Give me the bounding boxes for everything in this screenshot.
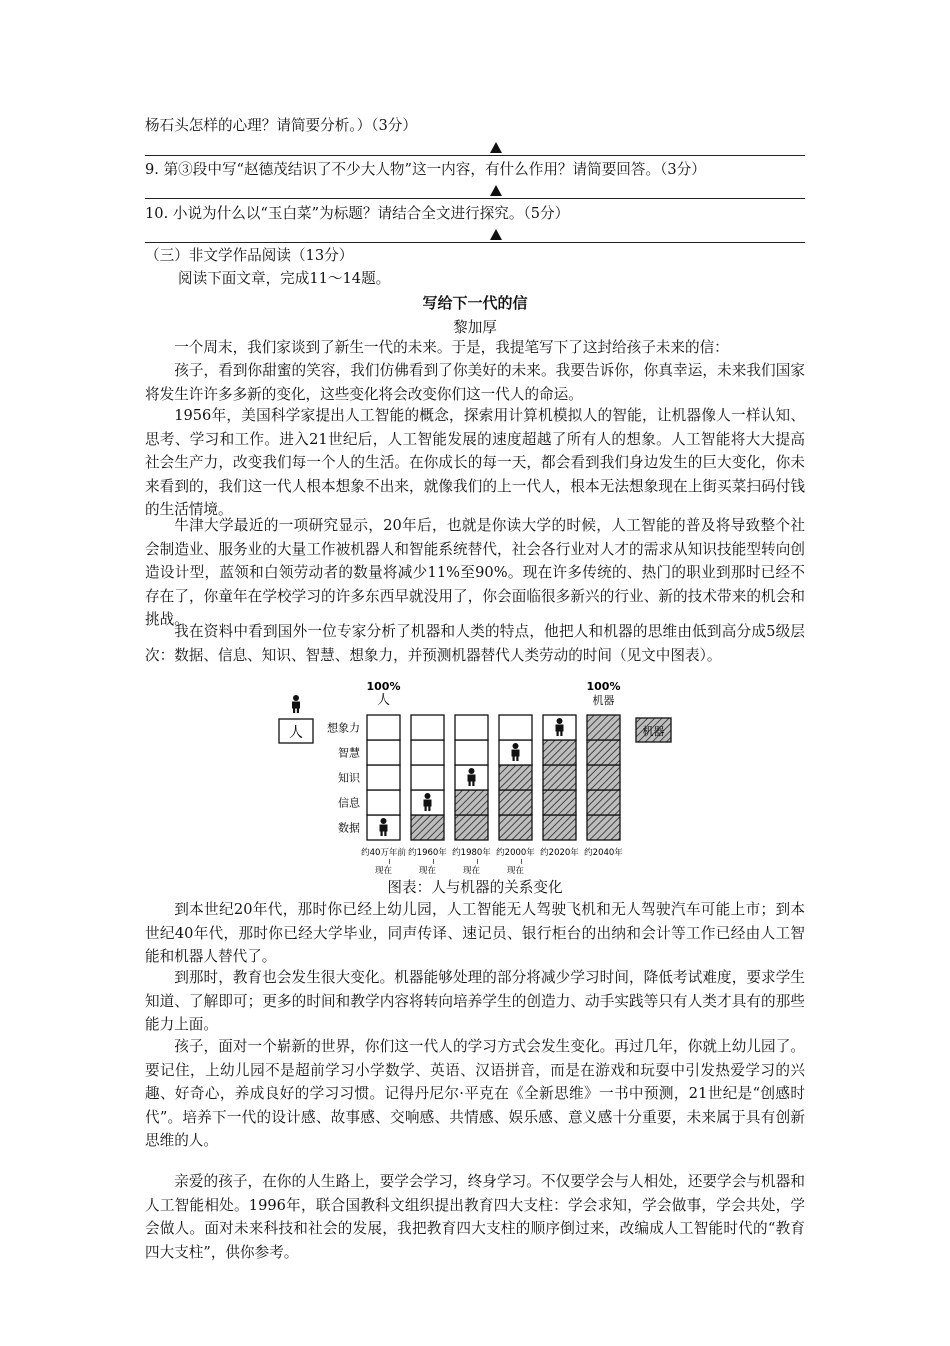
- machine-cell: [499, 815, 532, 840]
- article-author: 黎加厚: [453, 319, 497, 336]
- machine-cell: [587, 740, 620, 765]
- question-9: 9. 第③段中写“赵德茂结识了不少大人物”这一内容，有什么作用？请简要回答。（3分）: [145, 161, 706, 178]
- paragraph: 到那时，教育也会发生很大变化。机器能够处理的部分将减少学习时间，降低考试难度，要求学生知道、了解即可；更多的时间和教学内容将转向培养学生的创造力、动手实践等只有人类才具有的那些能力上面。: [145, 969, 805, 1034]
- machine-cell: [587, 815, 620, 840]
- empty-cell: [367, 715, 400, 740]
- machine-cell: [587, 765, 620, 790]
- machine-cell: [587, 790, 620, 815]
- paragraph: 到本世纪20年代，那时你已经上幼儿园，人工智能无人驾驶飞机和无人驾驶汽车可能上市；到本世纪40年代，那时你已经大学毕业，同声传译、速记员、银行柜台的出纳和会计等工作已经由人工智能和机器人替代了。: [145, 901, 805, 966]
- tilde-mark: ≀: [476, 857, 479, 866]
- article-title: 写给下一代的信: [422, 294, 528, 312]
- answer-line: [145, 198, 805, 199]
- machine-cell: [543, 815, 576, 840]
- tilde-mark: ≀: [432, 857, 435, 866]
- empty-cell: [411, 765, 444, 790]
- triangle-up-icon: [490, 142, 502, 153]
- machine-cell: [543, 765, 576, 790]
- empty-cell: [411, 740, 444, 765]
- paragraph: 亲爱的孩子，在你的人生路上，要学会学习，终身学习。不仅要学会与人相处，还要学会与机器和人工智能相处。1996年，联合国教科文组织提出教育四大支柱：学会求知，学会做事，学会共处，学会做人。面对未来科技和社会的发展，我把教育四大支柱的顺序倒过来，改编成人工智能时代的“教育四大支柱”，供你参考。: [145, 1173, 805, 1261]
- question-8-tail: 杨石头怎样的心理？请简要分析。）（3分）: [145, 117, 417, 134]
- triangle-up-icon: [490, 185, 502, 196]
- period-label: 约2020年: [540, 848, 579, 858]
- legend-human-label: 人: [289, 725, 303, 741]
- period-label: 约1980年: [452, 848, 491, 858]
- empty-cell: [367, 790, 400, 815]
- triangle-up-icon: [490, 229, 502, 240]
- answer-line: [145, 242, 805, 243]
- question-10: 10. 小说为什么以“玉白菜”为标题？请结合全文进行探究。（5分）: [145, 205, 570, 222]
- period-sub-label: 现在: [506, 866, 525, 876]
- period-label: 约2000年: [496, 848, 535, 858]
- level-label: 想象力: [327, 721, 360, 735]
- machine-cell: [455, 790, 488, 815]
- empty-cell: [455, 715, 488, 740]
- machine-cell: [455, 815, 488, 840]
- top-label-name: 机器: [592, 694, 615, 707]
- paragraph: 孩子，看到你甜蜜的笑容，我们仿佛看到了你美好的未来。我要告诉你，你真幸运，未来我们国家将发生许许多多新的变化，这些变化将会改变你们这一代人的命运。: [145, 362, 805, 403]
- empty-cell: [499, 715, 532, 740]
- period-sub-label: 现在: [418, 866, 437, 876]
- paragraph: 一个周末，我们家谈到了新生一代的未来。于是，我提笔写下了这封给孩子未来的信：: [174, 339, 729, 356]
- answer-line: [145, 155, 805, 156]
- tilde-mark: ≀: [388, 857, 391, 866]
- top-label-pct: 100%: [366, 680, 401, 693]
- machine-cell: [543, 790, 576, 815]
- paragraph: 我在资料中看到国外一位专家分析了机器和人类的特点，他把人和机器的思维由低到高分成5级层次：数据、信息、知识、智慧、想象力，并预测机器替代人类劳动的时间（见文中图表）。: [145, 623, 805, 664]
- period-label: 约1960年: [408, 848, 447, 858]
- level-label: 信息: [338, 796, 360, 810]
- machine-cell: [411, 815, 444, 840]
- section-instruction: 阅读下面文章，完成11～14题。: [178, 270, 391, 287]
- period-label: 约40万年前: [361, 848, 406, 858]
- machine-cell: [587, 715, 620, 740]
- level-label: 知识: [338, 771, 360, 785]
- period-sub-label: 现在: [374, 866, 393, 876]
- empty-cell: [367, 765, 400, 790]
- empty-cell: [411, 715, 444, 740]
- paragraph: 1956年，美国科学家提出人工智能的概念，探索用计算机模拟人的智能，让机器像人一样认知、思考、学习和工作。进入21世纪后，人工智能发展的速度超越了所有人的想象。人工智能将大大提高社会生产力，改变我们每一个人的生活。在你成长的每一天，都会看到我们身边发生的巨大变化，你未来看到的，我们这一代人根本想象不出来，就像我们的上一代人，根本无法想象现在上街买菜扫码付钱的生活情境。: [145, 407, 805, 519]
- period-label: 约2040年: [584, 848, 623, 858]
- empty-cell: [367, 740, 400, 765]
- paragraph: 孩子，面对一个崭新的世界，你们这一代人的学习方式会发生变化。再过几年，你就上幼儿园了。要记住，上幼儿园不是超前学习小学数学、英语、汉语拼音，而是在游戏和玩耍中引发热爱学习的兴趣、好奇心，养成良好的学习习惯。记得丹尼尔·平克在《全新思维》一书中预测，21世纪是“创感时代”。培养下一代的设计感、故事感、交响感、共情感、娱乐感、意义感十分重要，未来属于具有创新思维的人。: [145, 1038, 805, 1150]
- machine-cell: [499, 765, 532, 790]
- section-heading: （三）非文学作品阅读（13分）: [145, 247, 354, 264]
- machine-cell: [543, 740, 576, 765]
- legend-machine-label: 机器: [642, 725, 665, 738]
- machine-cell: [499, 790, 532, 815]
- person-icon: [292, 695, 300, 713]
- level-label: 数据: [338, 821, 360, 835]
- level-label: 智慧: [338, 746, 360, 760]
- top-label-pct: 100%: [586, 680, 621, 693]
- paragraph: 牛津大学最近的一项研究显示，20年后，也就是你读大学的时候，人工智能的普及将导致整个社会制造业、服务业的大量工作被机器人和智能系统替代，社会各行业对人才的需求从知识技能型转向创造设计型，蓝领和白领劳动者的数量将减少11%至90%。现在许多传统的、热门的职业到那时已经不存在了，你童年在学校学习的许多东西早就没用了，你会面临很多新兴的行业、新的技术带来的机会和挑战。: [145, 517, 805, 629]
- period-sub-label: 现在: [462, 866, 481, 876]
- chart-caption: 图表：人与机器的关系变化: [387, 879, 563, 896]
- top-label-name: 人: [376, 693, 391, 708]
- empty-cell: [455, 740, 488, 765]
- human-machine-chart: [270, 678, 690, 878]
- tilde-mark: ≀: [520, 857, 523, 866]
